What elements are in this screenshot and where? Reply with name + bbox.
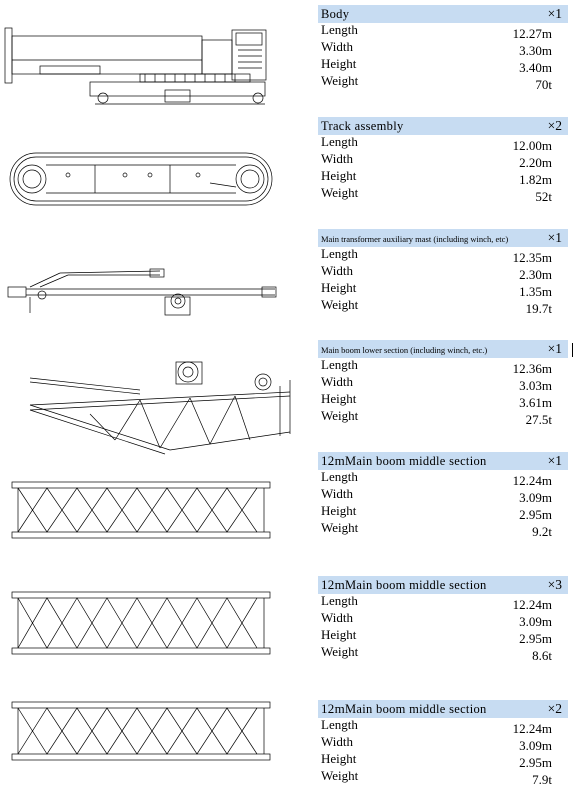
spec-value: 12.00m [512,138,552,153]
spec-label: Length [321,593,358,608]
spec-row [318,298,568,315]
spec-label: Weight [321,185,359,200]
spec-row [318,74,568,91]
component-title: Body [321,7,350,21]
spec-row [318,358,568,375]
spec-label: Height [321,168,357,183]
spec-value: 2.95m [519,507,552,522]
spec-value: 19.7t [525,301,552,316]
spec-label: Length [321,717,358,732]
spec-row [318,645,568,662]
component-title [321,578,487,592]
spec-row [318,135,568,152]
spec-label: Height [321,751,357,766]
spec-row [318,521,568,538]
spec-value: 12.36m [512,361,552,376]
spec-value: 3.09m [519,614,552,629]
spec-value: 12.24m [512,721,552,736]
boom-lower-section-drawing [0,350,305,455]
section-length-prefix: 12m [321,577,346,592]
spec-value: 27.5t [525,412,552,427]
spec-label: Width [321,486,353,501]
spec-value: 52t [535,189,552,204]
component-quantity: ×1 [547,453,562,468]
spec-row [318,409,568,426]
text-cursor [572,343,573,357]
component-quantity: ×3 [547,577,562,592]
spec-value: 2.20m [519,155,552,170]
spec-value: 12.24m [512,473,552,488]
spec-label: Height [321,503,357,518]
spec-value: 3.03m [519,378,552,393]
spec-value: 1.35m [519,284,552,299]
spec-value: 3.40m [519,60,552,75]
spec-value: 12.35m [512,250,552,265]
spec-body [318,5,568,91]
spec-boom-middle-section-2 [318,576,568,662]
spec-label: Length [321,246,358,261]
spec-label: Length [321,134,358,149]
component-title [321,454,487,468]
component-title-text: Main boom middle section [345,702,487,716]
spec-value: 70t [535,77,552,92]
spec-value: 1.82m [519,172,552,187]
boom-middle-section-2-drawing [0,588,305,660]
spec-row [318,247,568,264]
spec-label: Weight [321,520,359,535]
spec-boom-lower-section [318,340,568,426]
spec-label: Weight [321,73,359,88]
spec-boom-middle-section-1 [318,452,568,538]
spec-label: Width [321,734,353,749]
spec-value: 9.2t [532,524,552,539]
spec-value: 12.24m [512,597,552,612]
spec-label: Weight [321,768,359,783]
component-quantity: ×1 [547,230,562,245]
spec-label: Height [321,627,357,642]
spec-value: 3.09m [519,490,552,505]
component-quantity: ×2 [547,118,562,133]
component-quantity: ×1 [547,341,562,356]
component-quantity: ×1 [547,6,562,21]
spec-row [318,186,568,203]
auxiliary-mast-drawing [0,265,305,323]
spec-label: Length [321,357,358,372]
boom-middle-section-1-drawing [0,478,305,542]
component-title: Main transformer auxiliary mast (including winch, etc) [321,234,509,244]
spec-label: Length [321,22,358,37]
spec-row [318,23,568,40]
component-quantity: ×2 [547,701,562,716]
section-length-prefix: 12m [321,701,346,716]
spec-value: 12.27m [512,26,552,41]
component-title-text: Main boom middle section [345,578,487,592]
section-length-prefix: 12m [321,453,346,468]
spec-label: Width [321,151,353,166]
boom-middle-section-3-drawing [0,698,305,766]
spec-value: 3.61m [519,395,552,410]
spec-track-assembly [318,117,568,203]
spec-label: Weight [321,408,359,423]
spec-value: 2.95m [519,631,552,646]
component-title: Main boom lower section (including winch, etc.) [321,345,488,355]
spec-label: Length [321,469,358,484]
component-title: Track assembly [321,119,404,133]
spec-label: Weight [321,644,359,659]
crane-body-drawing [0,18,305,110]
spec-value: 2.95m [519,755,552,770]
spec-label: Height [321,391,357,406]
spec-label: Height [321,280,357,295]
spec-value: 2.30m [519,267,552,282]
spec-row [318,718,568,735]
spec-row [318,769,568,786]
spec-value: 3.09m [519,738,552,753]
spec-label: Width [321,374,353,389]
spec-label: Width [321,263,353,278]
spec-value: 3.30m [519,43,552,58]
spec-value: 8.6t [532,648,552,663]
track-assembly-drawing [0,145,305,213]
spec-boom-middle-section-3 [318,700,568,786]
component-title [321,702,487,716]
spec-label: Height [321,56,357,71]
spec-row [318,470,568,487]
spec-label: Weight [321,297,359,312]
spec-auxiliary-mast [318,229,568,315]
component-title-text: Main boom middle section [345,454,487,468]
spec-row [318,594,568,611]
spec-label: Width [321,39,353,54]
spec-label: Width [321,610,353,625]
spec-value: 7.9t [532,772,552,787]
